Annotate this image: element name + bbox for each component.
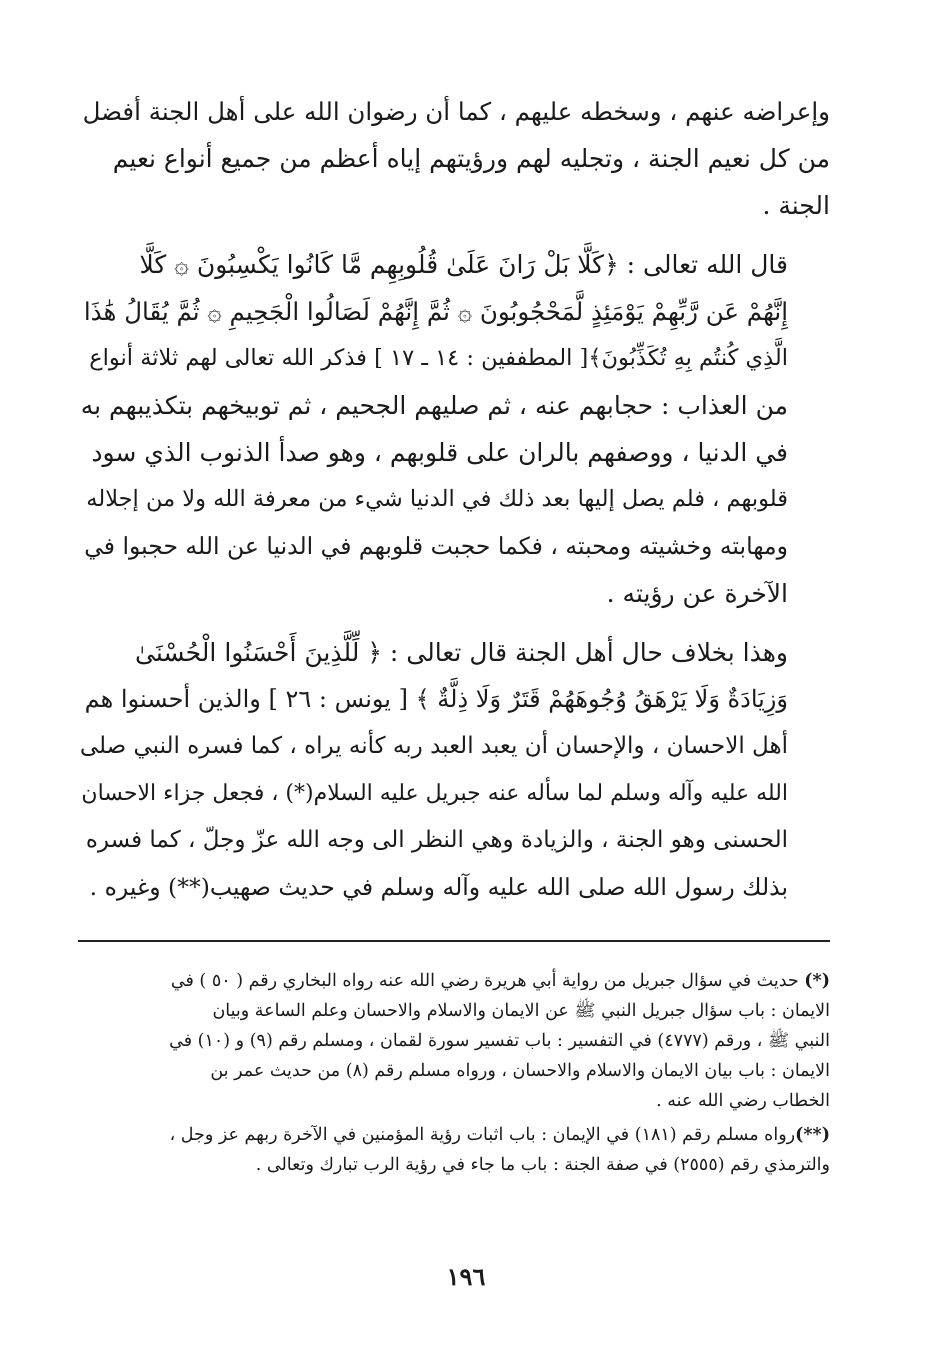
paragraph-line: الآخرة عن رؤيته . [606,579,788,608]
paragraph-line: في الدنيا ، ووصفهم بالران على قلوبهم ، وهو صدأ الذنوب الذي سود [91,438,788,467]
paragraph-line: قلوبهم ، فلم يصل إليها بعد ذلك في الدنيا شيء من معرفة الله ولا من إجلاله [86,486,788,512]
footnote-text: حديث في سؤال جبريل من رواية أبي هريرة رضي الله عنه رواه البخاري رقم ( ٥٠ ) في [170,971,799,991]
paragraph-line: إِنَّهُمْ عَن رَّبِّهِمْ يَوْمَئِذٍ لَّمَحْجُوبُونَ ۞ ثُمَّ إِنَّهُمْ لَصَالُوا الْجَحِيمِ ۞ ثُمَّ يُقَالُ هَٰذَا [83,297,788,326]
paragraph-line: قال الله تعالى : ﴿كَلَّا بَلْ رَانَ عَلَىٰ قُلُوبِهِم مَّا كَانُوا يَكْسِبُونَ ۞ كَلَّا [139,250,788,279]
footnote-marker: (*) [804,971,830,991]
paragraph-line: من كل نعيم الجنة ، وتجليه لهم ورؤيتهم إياه أعظم من جميع أنواع نعيم [112,144,830,173]
paragraph-line: وهذا بخلاف حال أهل الجنة قال تعالى : ﴿ لِّلَّذِينَ أَحْسَنُوا الْحُسْنَىٰ [134,638,788,667]
footnote-line: الايمان : باب بيان الايمان والاسلام والاحسان ، ورواه مسلم رقم (٨) من حديث عمر بن [210,1061,830,1081]
page-body [78,88,830,911]
footnote-text: رواه مسلم رقم (١٨١) في الإيمان : باب اثبات رؤية المؤمنين في الآخرة ربهم عز وجل ، [169,1125,796,1145]
page-number: ١٩٦ [446,1262,486,1291]
paragraph-1 [78,88,830,229]
paragraph-line: ومهابته وخشيته ومحبته ، فكما حجبت قلوبهم في الدنيا عن الله حجبوا في [84,532,788,560]
paragraph-line: وإعراضه عنهم ، وسخطه عليهم ، كما أن رضوان الله على أهل الجنة أفضل [82,97,830,126]
footnote-line: الخطاب رضي الله عنه . [656,1091,830,1111]
paragraph-line: بذلك رسول الله صلى الله عليه وآله وسلم في حديث صهيب(**) وغيره . [89,873,788,901]
paragraph-3 [78,629,830,911]
footnotes [78,966,830,1180]
footnote-marker: (**) [795,1125,830,1145]
paragraph-line: الجنة . [762,191,830,220]
footnote-line: والترمذي رقم (٢٥٥٥) في صفة الجنة : باب ما جاء في رؤية الرب تبارك وتعالى . [255,1155,830,1175]
paragraph-line: من العذاب : حجابهم عنه ، ثم صليهم الجحيم ، ثم توبيخهم بتكذيبهم به [80,391,788,420]
footnote-line: الايمان : باب سؤال جبريل النبي ﷺ عن الايمان والاسلام والاحسان وعلم الساعة وبيان [212,1001,830,1021]
paragraph-line: وَزِيَادَةٌ وَلَا يَرْهَقُ وُجُوهَهُمْ قَتَرٌ وَلَا ذِلَّةٌ ﴾ [ يونس : ٢٦ ] والذين أحسنوا هم [84,685,788,713]
paragraph-line: الحسنى وهو الجنة ، والزيادة وهي النظر الى وجه الله عزّ وجلّ ، كما فسره [85,827,788,853]
footnote-2 [78,1120,830,1180]
paragraph-line: الله عليه وآله وسلم لما سأله عنه جبريل عليه السلام(*) ، فجعل جزاء الاحسان [81,781,788,806]
footnote-1 [78,966,830,1116]
footnote-line [78,1120,830,1150]
footnote-divider [78,940,830,942]
paragraph-2 [78,241,830,617]
paragraph-line: الَّذِي كُنتُم بِهِ تُكَذِّبُونَ﴾[ المطففين : ١٤ ـ ١٧ ] فذكر الله تعالى لهم ثلاثة أنواع [89,345,788,371]
footnote-line: النبي ﷺ ، ورقم (٤٧٧٧) في التفسير : باب تفسير سورة لقمان ، ومسلم رقم (٩) و (١٠) في [169,1031,830,1051]
footnote-line [78,966,830,996]
paragraph-line: أهل الاحسان ، والإحسان أن يعبد العبد ربه كأنه يراه ، كما فسره النبي صلى [79,733,788,759]
